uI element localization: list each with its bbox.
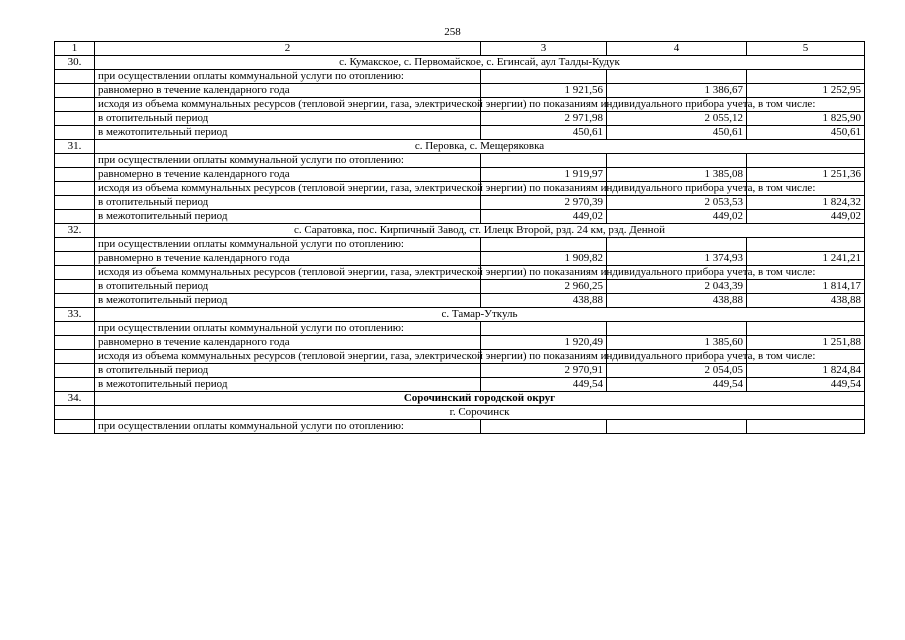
table-row <box>55 210 865 224</box>
row-value: 1 824,32 <box>747 196 865 210</box>
row-label: в межотопительный период <box>95 126 481 140</box>
row-number-cell <box>55 126 95 140</box>
row-number-cell <box>55 154 95 168</box>
table-row <box>55 378 865 392</box>
row-number-cell <box>55 196 95 210</box>
row-value: 1 909,82 <box>481 252 607 266</box>
table-row <box>55 84 865 98</box>
section-number: 30. <box>55 56 95 70</box>
section-number: 32. <box>55 224 95 238</box>
tariff-table-body <box>55 42 865 434</box>
section-title: с. Тамар-Уткуль <box>95 308 865 322</box>
section-number: 33. <box>55 308 95 322</box>
row-label: при осуществлении оплаты коммунальной услуги по отоплению: <box>95 154 481 168</box>
row-label: исходя из объема коммунальных ресурсов (тепловой энергии, газа, электрической энергии) по показаниям индивидуального прибора учета, в том числе: <box>95 350 481 364</box>
row-value: 1 252,95 <box>747 84 865 98</box>
row-value: 1 251,36 <box>747 168 865 182</box>
row-label: в межотопительный период <box>95 210 481 224</box>
row-value <box>747 70 865 84</box>
table-row <box>55 294 865 308</box>
row-value <box>481 238 607 252</box>
section-title: г. Сорочинск <box>95 406 865 420</box>
table-row <box>55 182 865 196</box>
row-value: 449,02 <box>607 210 747 224</box>
row-number-cell <box>55 182 95 196</box>
row-value: 1 385,08 <box>607 168 747 182</box>
column-header-row <box>55 42 865 56</box>
row-label: в межотопительный период <box>95 378 481 392</box>
row-value <box>481 70 607 84</box>
row-value: 449,02 <box>747 210 865 224</box>
row-label: при осуществлении оплаты коммунальной услуги по отоплению: <box>95 322 481 336</box>
section-title: с. Перовка, с. Мещеряковка <box>95 140 865 154</box>
column-header: 3 <box>481 42 607 56</box>
row-number-cell <box>55 70 95 84</box>
row-label: равномерно в течение календарного года <box>95 84 481 98</box>
section-title: с. Кумакское, с. Первомайское, с. Егинсай, аул Талды-Кудук <box>95 56 865 70</box>
row-value: 450,61 <box>747 126 865 140</box>
row-value <box>481 154 607 168</box>
section-number <box>55 406 95 420</box>
row-value: 450,61 <box>481 126 607 140</box>
row-value: 1 374,93 <box>607 252 747 266</box>
row-number-cell <box>55 364 95 378</box>
row-label: равномерно в течение календарного года <box>95 168 481 182</box>
row-number-cell <box>55 294 95 308</box>
row-number-cell <box>55 84 95 98</box>
column-header: 1 <box>55 42 95 56</box>
row-value <box>607 70 747 84</box>
table-row <box>55 420 865 434</box>
row-value: 449,54 <box>481 378 607 392</box>
row-value <box>747 322 865 336</box>
row-value <box>607 154 747 168</box>
row-value <box>747 154 865 168</box>
row-value <box>481 322 607 336</box>
row-label: при осуществлении оплаты коммунальной услуги по отоплению: <box>95 70 481 84</box>
section-title: Сорочинский городской округ <box>95 392 865 406</box>
table-row <box>55 364 865 378</box>
row-number-cell <box>55 336 95 350</box>
table-row <box>55 252 865 266</box>
section-number: 31. <box>55 140 95 154</box>
row-value: 2 055,12 <box>607 112 747 126</box>
table-row <box>55 154 865 168</box>
table-row <box>55 322 865 336</box>
row-value: 2 043,39 <box>607 280 747 294</box>
row-value: 1 386,67 <box>607 84 747 98</box>
row-value: 2 971,98 <box>481 112 607 126</box>
table-row <box>55 126 865 140</box>
row-value: 1 920,49 <box>481 336 607 350</box>
table-row <box>55 112 865 126</box>
row-value: 438,88 <box>607 294 747 308</box>
row-value: 2 054,05 <box>607 364 747 378</box>
row-number-cell <box>55 210 95 224</box>
table-row <box>55 266 865 280</box>
row-value: 1 251,88 <box>747 336 865 350</box>
row-label: при осуществлении оплаты коммунальной услуги по отоплению: <box>95 420 481 434</box>
row-value <box>747 420 865 434</box>
row-number-cell <box>55 112 95 126</box>
table-row <box>55 196 865 210</box>
row-number-cell <box>55 350 95 364</box>
tariff-table <box>54 41 865 434</box>
row-value: 1 241,21 <box>747 252 865 266</box>
row-number-cell <box>55 420 95 434</box>
row-value: 1 825,90 <box>747 112 865 126</box>
section-row <box>55 392 865 406</box>
row-value <box>747 238 865 252</box>
row-label: равномерно в течение календарного года <box>95 336 481 350</box>
row-value <box>481 420 607 434</box>
row-value <box>607 420 747 434</box>
section-title: с. Саратовка, пос. Кирпичный Завод, ст. Илецк Второй, рзд. 24 км, рзд. Денной <box>95 224 865 238</box>
table-row <box>55 98 865 112</box>
row-label: в отопительный период <box>95 280 481 294</box>
row-number-cell <box>55 238 95 252</box>
row-number-cell <box>55 378 95 392</box>
row-value: 438,88 <box>481 294 607 308</box>
row-label: в межотопительный период <box>95 294 481 308</box>
row-value: 449,02 <box>481 210 607 224</box>
table-row <box>55 280 865 294</box>
row-number-cell <box>55 280 95 294</box>
section-number: 34. <box>55 392 95 406</box>
row-value <box>607 322 747 336</box>
row-label: исходя из объема коммунальных ресурсов (тепловой энергии, газа, электрической энергии) по показаниям индивидуального прибора учета, в том числе: <box>95 182 481 196</box>
row-number-cell <box>55 322 95 336</box>
column-header: 5 <box>747 42 865 56</box>
section-row <box>55 308 865 322</box>
page-number: 258 <box>444 26 461 38</box>
row-value: 2 970,91 <box>481 364 607 378</box>
row-value: 450,61 <box>607 126 747 140</box>
row-label: в отопительный период <box>95 112 481 126</box>
row-number-cell <box>55 98 95 112</box>
section-row <box>55 406 865 420</box>
row-label: исходя из объема коммунальных ресурсов (тепловой энергии, газа, электрической энергии) по показаниям индивидуального прибора учета, в том числе: <box>95 98 481 112</box>
row-value <box>607 238 747 252</box>
section-row <box>55 56 865 70</box>
column-header: 4 <box>607 42 747 56</box>
table-row <box>55 336 865 350</box>
row-value: 1 921,56 <box>481 84 607 98</box>
table-row <box>55 238 865 252</box>
row-label: в отопительный период <box>95 364 481 378</box>
row-value: 2 053,53 <box>607 196 747 210</box>
row-number-cell <box>55 252 95 266</box>
row-value: 2 970,39 <box>481 196 607 210</box>
table-row <box>55 350 865 364</box>
row-value: 1 824,84 <box>747 364 865 378</box>
row-number-cell <box>55 266 95 280</box>
column-header: 2 <box>95 42 481 56</box>
row-label: равномерно в течение календарного года <box>95 252 481 266</box>
row-label: при осуществлении оплаты коммунальной услуги по отоплению: <box>95 238 481 252</box>
section-row <box>55 140 865 154</box>
table-row <box>55 168 865 182</box>
row-value: 449,54 <box>747 378 865 392</box>
row-value: 1 814,17 <box>747 280 865 294</box>
row-value: 438,88 <box>747 294 865 308</box>
table-row <box>55 70 865 84</box>
row-label: в отопительный период <box>95 196 481 210</box>
row-number-cell <box>55 168 95 182</box>
row-label: исходя из объема коммунальных ресурсов (тепловой энергии, газа, электрической энергии) по показаниям индивидуального прибора учета, в том числе: <box>95 266 481 280</box>
section-row <box>55 224 865 238</box>
row-value: 1 385,60 <box>607 336 747 350</box>
row-value: 1 919,97 <box>481 168 607 182</box>
row-value: 449,54 <box>607 378 747 392</box>
row-value: 2 960,25 <box>481 280 607 294</box>
